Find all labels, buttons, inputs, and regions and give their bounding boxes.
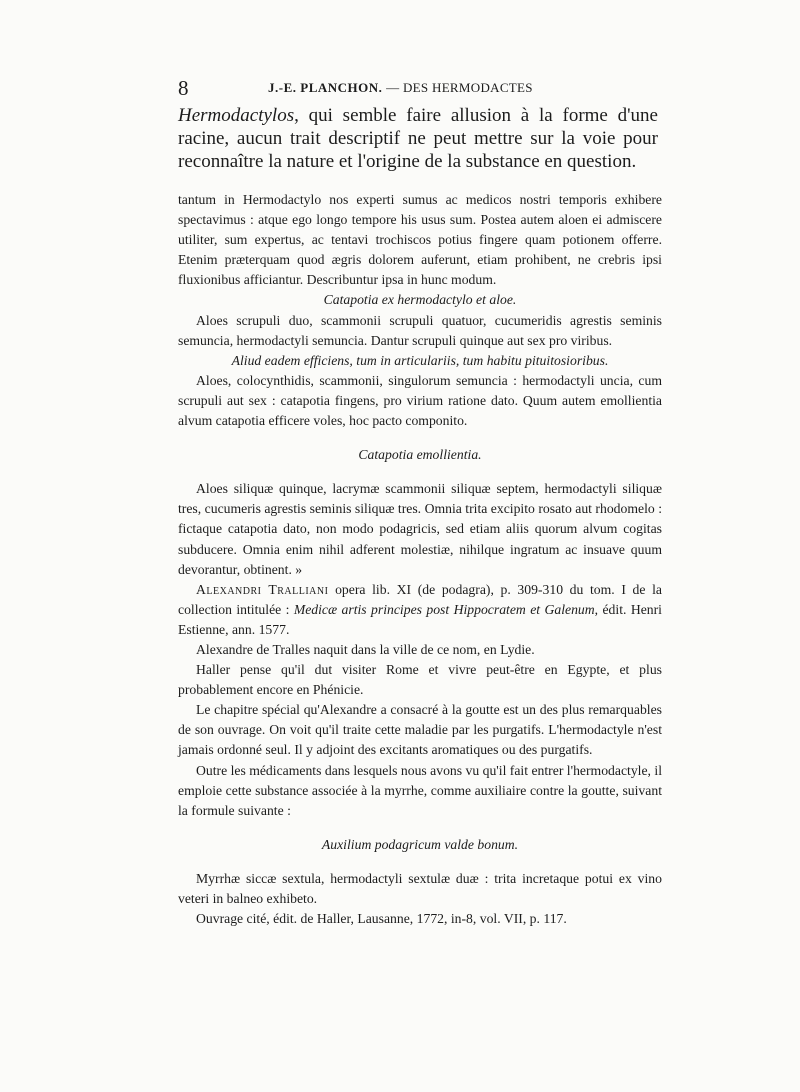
latin-para-4: Aloes siliquæ quinque, lacrymæ scammonii siliquæ septem, hermodactyli siliquæ tres, cucumeris agrestis seminis siliquæ tres. Omnia trita excipito rosato aut rhodomelo : fictaque catapotia dato, non modo podagricis, sed etiam aliis quorum alvum cogitas subducere. Omnia enim nihil adferent molestiæ, nihilque ingratum ac insuave quum devorantur, obtinent. » xyxy=(178,481,662,577)
recipe-heading: Auxilium podagricum valde bonum. xyxy=(321,836,519,852)
running-header xyxy=(178,76,658,100)
intro-text: , qui semble faire allusion à la forme d'une racine, aucun trait descriptif ne peut mettre sur la voie pour reconnaître la nature et l'origine de la substance en question. xyxy=(178,105,658,172)
body-para-4: Outre les médicaments dans lesquels nous avons vu qu'il fait entrer l'hermodactyle, il emploie cette substance associée à la myrrhe, comme auxiliaire contre la goutte, suivant la formule suivante : xyxy=(178,762,663,818)
latin-heading-3: Catapotia emollientia. xyxy=(358,447,482,463)
latin-para-1: tantum in Hermodactylo nos experti sumus ac medicos nostri temporis exhibere spectavimus : atque ego longo tempore his usus sum. Postea autem aloen ei admiscere utiliter, sum expertus, ac tentavi trochiscos potius fingere quam potionem offerre. Etenim præterquam quod ægris dolorem auferunt, etiam prohibent, ne crebris ipsi fluxionibus afficiantur. Describuntur ipsa in hunc modum. xyxy=(178,192,662,288)
latin-heading-2: Aliud eadem efficiens, tum in articulariis, tum habitu pituitosioribus. xyxy=(231,352,609,368)
citation-text-b: , édit. Henri Estienne, ann. 1577. xyxy=(178,601,662,637)
intro-paragraph xyxy=(178,104,658,173)
latin-para-3: Aloes, colocynthidis, scammonii, singulorum semuncia : hermodactyli uncia, cum scrupuli aut sex : catapotia fingens, pro virium ratione dato. Quum autem emollientia alvum catapotia efficere voles, hoc pacto componito. xyxy=(178,372,662,429)
body-para-2: Haller pense qu'il dut visiter Rome et vivre peut-être en Egypte, et plus probablement encore en Phénicie. xyxy=(178,662,662,698)
body-para-6: Ouvrage cité, édit. de Haller, Lausanne, 1772, in-8, vol. VII, p. 117. xyxy=(196,911,567,927)
body-para-3: Le chapitre spécial qu'Alexandre a consacré à la goutte est un des plus remarquables de son ouvrage. On voit qu'il traite cette maladie par les purgatifs. L'hermodactyle n'est jamais ordonné seul. Il y adjoint des excitants aromatiques ou des purgatifs. xyxy=(178,702,662,758)
latin-para-2: Aloes scrupuli duo, scammonii scrupuli quatuor, cucumeridis agrestis seminis semuncia, hermodactyli semuncia. Dantur scrupuli quinque aut sex pro viribus. xyxy=(178,312,662,348)
citation-work-title: Medicæ artis principes post Hippocratem et Galenum xyxy=(293,601,595,617)
citation xyxy=(178,580,662,640)
intro-lead-term: Hermodactylos xyxy=(178,105,295,126)
body-para-1: Alexandre de Tralles naquit dans la ville de ce nom, en Lydie. xyxy=(196,641,535,657)
running-subject: — DES HERMODACTES xyxy=(386,80,533,95)
running-title xyxy=(268,80,533,96)
citation-text-a: opera lib. XI (de podagra), p. 309-310 du tom. I de la collection intitulée : xyxy=(178,581,662,617)
small-print-block xyxy=(178,190,662,929)
body-para-5: Myrrhæ siccæ sextula, hermodactyli sextulæ duæ : trita incretaque potui ex vino veteri in balneo exhibeto. xyxy=(178,870,662,906)
page-number: 8 xyxy=(178,76,189,100)
latin-heading-1: Catapotia ex hermodactylo et aloe. xyxy=(323,292,517,308)
running-author: J.-E. PLANCHON. xyxy=(268,80,383,95)
citation-author: Alexandri Tralliani xyxy=(196,581,329,597)
